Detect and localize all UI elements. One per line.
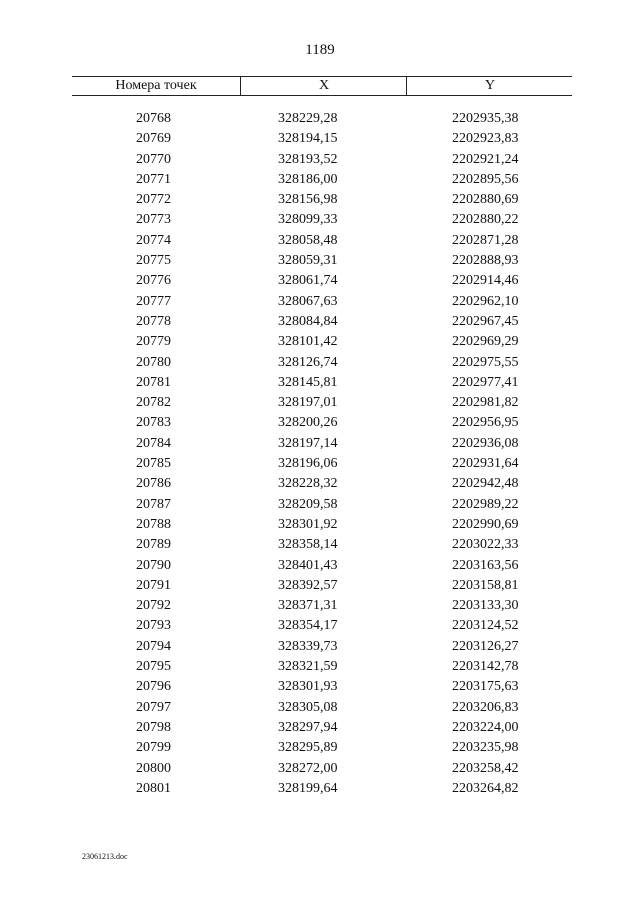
point-number-cell: 20789: [136, 537, 171, 553]
x-cell: 328297,94: [278, 719, 338, 735]
y-cell: 2202956,95: [452, 415, 519, 431]
table-row: [0, 190, 640, 210]
point-number-cell: 20793: [136, 618, 171, 634]
point-number-cell: 20796: [136, 679, 171, 695]
x-cell: 328126,74: [278, 354, 338, 370]
point-number-cell: 20795: [136, 659, 171, 675]
table-row: [0, 292, 640, 312]
table-row: [0, 759, 640, 779]
point-number-cell: 20797: [136, 699, 171, 715]
point-number-cell: 20773: [136, 212, 171, 228]
table-row: [0, 271, 640, 291]
table-row: [0, 170, 640, 190]
x-cell: 328401,43: [278, 557, 338, 573]
table-row: [0, 150, 640, 170]
table-row: [0, 556, 640, 576]
y-cell: 2202977,41: [452, 374, 519, 390]
x-cell: 328272,00: [278, 760, 338, 776]
point-number-cell: 20774: [136, 232, 171, 248]
y-cell: 2202880,69: [452, 192, 519, 208]
y-cell: 2202914,46: [452, 273, 519, 289]
x-cell: 328392,57: [278, 577, 338, 593]
table-row: [0, 312, 640, 332]
table-row: [0, 231, 640, 251]
x-cell: 328194,15: [278, 131, 338, 147]
point-number-cell: 20785: [136, 456, 171, 472]
x-cell: 328200,26: [278, 415, 338, 431]
y-cell: 2203126,27: [452, 638, 519, 654]
y-cell: 2202969,29: [452, 334, 519, 350]
point-number-cell: 20800: [136, 760, 171, 776]
table-row: [0, 657, 640, 677]
x-cell: 328229,28: [278, 111, 338, 126]
footer-filename: 23061213.doc: [82, 852, 128, 861]
y-cell: 2202942,48: [452, 476, 519, 492]
header-x: X: [240, 77, 407, 95]
x-cell: 328358,14: [278, 537, 338, 553]
x-cell: 328067,63: [278, 293, 338, 309]
x-cell: 328197,14: [278, 435, 338, 451]
point-number-cell: 20783: [136, 415, 171, 431]
y-cell: 2202921,24: [452, 151, 519, 167]
table-row: [0, 454, 640, 474]
point-number-cell: 20778: [136, 313, 171, 329]
x-cell: 328199,64: [278, 780, 338, 796]
y-cell: 2203206,83: [452, 699, 519, 715]
x-cell: 328061,74: [278, 273, 338, 289]
table-row: [0, 515, 640, 535]
point-number-cell: 20786: [136, 476, 171, 492]
table-row: [0, 434, 640, 454]
y-cell: 2203142,78: [452, 659, 519, 675]
point-number-cell: 20771: [136, 171, 171, 187]
table-row: [0, 474, 640, 494]
table-row: [0, 495, 640, 515]
point-number-cell: 20772: [136, 192, 171, 208]
point-number-cell: 20768: [136, 111, 171, 126]
table-row: [0, 718, 640, 738]
x-cell: 328301,93: [278, 679, 338, 695]
table-row: [0, 413, 640, 433]
page-number: 1189: [305, 42, 335, 58]
y-cell: 2203235,98: [452, 740, 519, 756]
table-row: [0, 596, 640, 616]
table-row: [0, 535, 640, 555]
table-row: [0, 738, 640, 758]
x-cell: 328305,08: [278, 699, 338, 715]
point-number-cell: 20769: [136, 131, 171, 147]
y-cell: 2202935,38: [452, 111, 519, 126]
point-number-cell: 20776: [136, 273, 171, 289]
y-cell: 2202989,22: [452, 496, 519, 512]
x-cell: 328209,58: [278, 496, 338, 512]
y-cell: 2202880,22: [452, 212, 519, 228]
coordinates-table-body: [0, 109, 640, 799]
point-number-cell: 20791: [136, 577, 171, 593]
table-header: [72, 76, 572, 96]
y-cell: 2203175,63: [452, 679, 519, 695]
x-cell: 328084,84: [278, 313, 338, 329]
y-cell: 2202871,28: [452, 232, 519, 248]
point-number-cell: 20790: [136, 557, 171, 573]
x-cell: 328193,52: [278, 151, 338, 167]
table-row: [0, 677, 640, 697]
y-cell: 2203264,82: [452, 780, 519, 796]
x-cell: 328099,33: [278, 212, 338, 228]
y-cell: 2203022,33: [452, 537, 519, 553]
table-row: [0, 332, 640, 352]
table-row: [0, 129, 640, 149]
y-cell: 2202975,55: [452, 354, 519, 370]
x-cell: 328186,00: [278, 171, 338, 187]
header-y: Y: [406, 77, 573, 95]
y-cell: 2202981,82: [452, 395, 519, 411]
point-number-cell: 20798: [136, 719, 171, 735]
point-number-cell: 20779: [136, 334, 171, 350]
y-cell: 2203224,00: [452, 719, 519, 735]
point-number-cell: 20801: [136, 780, 171, 796]
point-number-cell: 20784: [136, 435, 171, 451]
header-point-numbers: Номера точек: [115, 78, 197, 93]
point-number-cell: 20770: [136, 151, 171, 167]
x-cell: 328197,01: [278, 395, 338, 411]
x-cell: 328058,48: [278, 232, 338, 248]
x-cell: 328301,92: [278, 516, 338, 532]
point-number-cell: 20777: [136, 293, 171, 309]
y-cell: 2202936,08: [452, 435, 519, 451]
table-row: [0, 616, 640, 636]
table-row: [0, 698, 640, 718]
point-number-cell: 20788: [136, 516, 171, 532]
table-row: [0, 251, 640, 271]
y-cell: 2202895,56: [452, 171, 519, 187]
point-number-cell: 20775: [136, 253, 171, 269]
table-row: [0, 576, 640, 596]
x-cell: 328321,59: [278, 659, 338, 675]
y-cell: 2203258,42: [452, 760, 519, 776]
x-cell: 328196,06: [278, 456, 338, 472]
y-cell: 2202923,83: [452, 131, 519, 147]
point-number-cell: 20792: [136, 598, 171, 614]
x-cell: 328059,31: [278, 253, 338, 269]
x-cell: 328339,73: [278, 638, 338, 654]
x-cell: 328371,31: [278, 598, 338, 614]
table-row: [0, 637, 640, 657]
y-cell: 2202962,10: [452, 293, 519, 309]
point-number-cell: 20781: [136, 374, 171, 390]
x-cell: 328354,17: [278, 618, 338, 634]
x-cell: 328228,32: [278, 476, 338, 492]
y-cell: 2202990,69: [452, 516, 519, 532]
table-row: [0, 210, 640, 230]
x-cell: 328145,81: [278, 374, 338, 390]
x-cell: 328295,89: [278, 740, 338, 756]
table-row: [0, 353, 640, 373]
point-number-cell: 20780: [136, 354, 171, 370]
point-number-cell: 20782: [136, 395, 171, 411]
table-row: [0, 393, 640, 413]
x-cell: 328156,98: [278, 192, 338, 208]
y-cell: 2202967,45: [452, 313, 519, 329]
table-row: [0, 779, 640, 799]
table-row: [0, 373, 640, 393]
table-row: [0, 109, 640, 129]
point-number-cell: 20799: [136, 740, 171, 756]
y-cell: 2203158,81: [452, 577, 519, 593]
y-cell: 2202888,93: [452, 253, 519, 269]
y-cell: 2202931,64: [452, 456, 519, 472]
y-cell: 2203163,56: [452, 557, 519, 573]
point-number-cell: 20794: [136, 638, 171, 654]
x-cell: 328101,42: [278, 334, 338, 350]
y-cell: 2203124,52: [452, 618, 519, 634]
point-number-cell: 20787: [136, 496, 171, 512]
y-cell: 2203133,30: [452, 598, 519, 614]
